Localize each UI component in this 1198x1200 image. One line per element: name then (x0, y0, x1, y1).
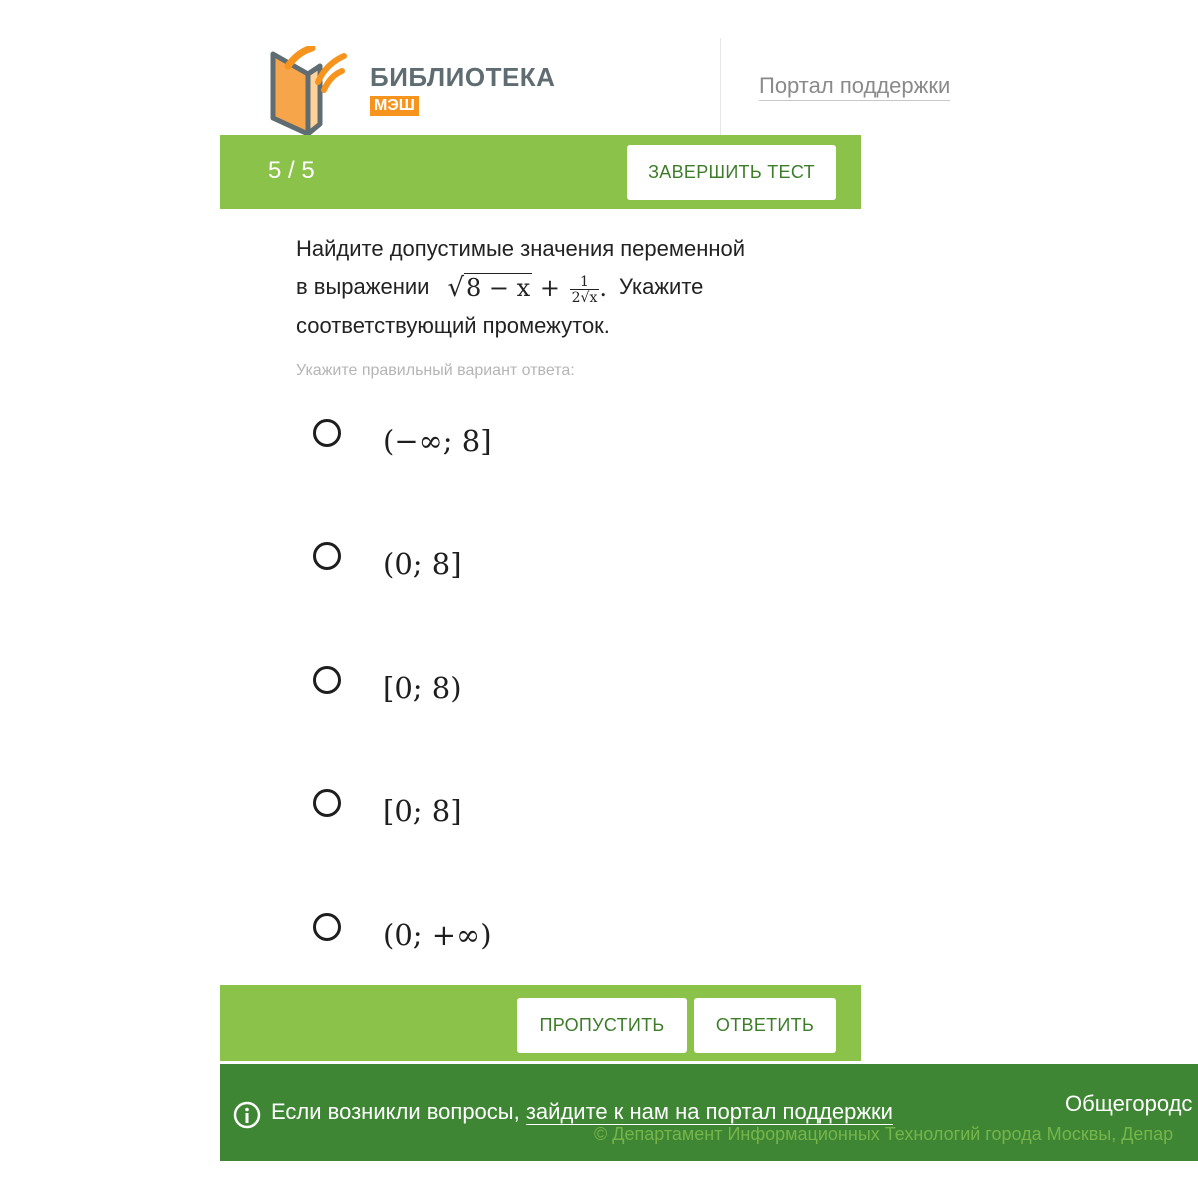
footer-help-text (271, 1099, 893, 1125)
answer-option-2[interactable] (310, 539, 830, 599)
radio-button[interactable] (313, 542, 341, 570)
footer-question-text: Если возникли вопросы, (271, 1099, 520, 1124)
test-top-bar (220, 135, 861, 209)
logo-title: БИБЛИОТЕКА (370, 62, 556, 92)
option-label: [0; 8) (383, 671, 462, 705)
book-logo-icon (268, 46, 358, 136)
finish-test-button[interactable]: ЗАВЕРШИТЬ ТЕСТ (627, 145, 836, 200)
question-line-3: соответствующий промежуток. (296, 313, 610, 339)
radio-button[interactable] (313, 666, 341, 694)
test-bottom-bar (220, 985, 861, 1061)
math-formula (447, 269, 607, 307)
answer-option-1[interactable] (310, 416, 830, 476)
answer-button[interactable]: ОТВЕТИТЬ (694, 998, 836, 1053)
mesh-library-logo[interactable] (268, 46, 558, 136)
fraction (570, 275, 600, 305)
formula-period: . (599, 274, 607, 303)
question-progress: 5 / 5 (268, 157, 315, 184)
answer-option-4[interactable] (310, 786, 830, 846)
plus-sign: + (539, 274, 560, 303)
option-label: (0; 8] (383, 547, 462, 581)
info-icon (233, 1101, 261, 1129)
logo-badge: МЭШ (370, 96, 419, 116)
header-divider (720, 38, 721, 135)
option-label: [0; 8] (383, 794, 462, 828)
answer-hint: Укажите правильный вариант ответа: (296, 362, 575, 379)
radio-button[interactable] (313, 789, 341, 817)
question-line-1: Найдите допустимые значения переменной (296, 236, 746, 261)
footer-support-link[interactable]: зайдите к нам на портал поддержки (525, 1099, 893, 1124)
sqrt-expression (447, 269, 532, 307)
header (0, 0, 1198, 135)
question-line-2-suffix: Укажите (618, 274, 704, 299)
skip-button[interactable]: ПРОПУСТИТЬ (517, 998, 687, 1053)
denominator-radicand: x (589, 289, 598, 306)
answer-option-5[interactable] (310, 910, 830, 970)
radio-button[interactable] (313, 419, 341, 447)
denominator-coef: 2 (571, 289, 581, 306)
option-label: (−∞; 8] (383, 424, 492, 458)
sqrt-radicand: 8 − x (466, 274, 531, 303)
footer-copyright: © Департамент Информационных Технологий города Москвы, Депар (594, 1124, 1174, 1144)
radio-button[interactable] (313, 913, 341, 941)
question-text (296, 230, 816, 345)
footer-right-text: Общегородс (1065, 1091, 1193, 1116)
sqrt-symbol: √ (447, 273, 465, 304)
option-label: (0; +∞) (383, 918, 492, 952)
question-line-2 (296, 268, 816, 307)
fraction-denominator (570, 290, 600, 305)
footer (220, 1064, 1198, 1161)
denominator-sqrt-symbol: √ (580, 289, 590, 306)
fraction-numerator: 1 (570, 275, 600, 290)
question-line-2-prefix: в выражении (296, 274, 430, 299)
answer-option-3[interactable] (310, 663, 830, 723)
support-portal-link[interactable]: Портал поддержки (759, 72, 950, 101)
